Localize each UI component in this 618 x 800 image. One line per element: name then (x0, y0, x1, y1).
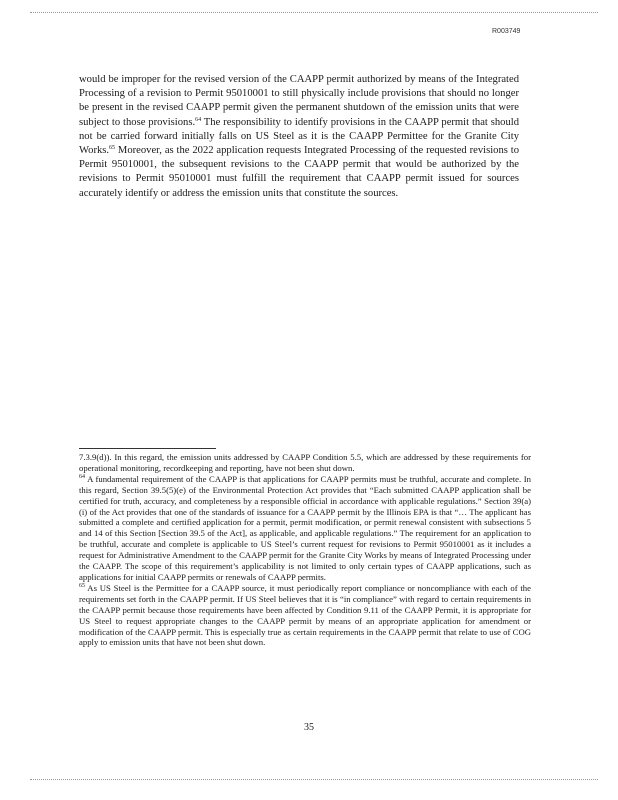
footnotes-section (79, 452, 531, 648)
footnote-65-number: 65 (79, 582, 85, 589)
footnote-separator (79, 448, 216, 449)
bates-number: R003749 (492, 28, 521, 35)
body-text-part-2: The responsibility to identify provisions in the CAAPP permit that should not be carried forward initially falls on US Steel as it is the CAAPP Permittee for the Granite City Works. (79, 116, 519, 157)
footnote-64-number: 64 (79, 473, 85, 480)
body-text-part-1: would be improper for the revised version of the CAAPP permit authorized by means of the Integrated Processing of a revision to Permit 95010001 to still physically include provisions that should no longer be present in the revised CAAPP permit given the permanent shutdown of the emission units that were subject to those provisions. (79, 74, 519, 128)
footnote-64-text: A fundamental requirement of the CAAPP is that applications for CAAPP permits must be truthful, accurate and complete. In this regard, Section 39.5(5)(e) of the Environmental Protection Act provides that “Each submitted CAAPP application shall be certified for truth, accuracy, and completeness by a responsible official in accordance with applicable regulations.” Section 39(a)(i) of the Act provides that one of the standards of issuance for a CAAPP permit by the Illinois EPA is that “… The applicant has submitted a complete and certified application for a permit, permit modification, or permit renewal consistent with subsections 5 and 14 of this Section [Section 39.5 of the Act], as applicable, and applicable regulations.” The requirement for an application to be truthful, accurate and complete is applicable to US Steel’s current request for revisions to Permit 95010001 as it includes a request for Administrative Amendment to the CAAPP permit for the Granite City Works by means of Integrated Processing under the CAAPP. The scope of this requirement’s applicability is not limited to only certain types of CAAPP applications, such as applications for initial CAAPP permits or renewals of CAAPP permits. (79, 473, 531, 582)
page-number: 35 (304, 722, 314, 733)
footnote-ref-64: 64 (195, 116, 202, 123)
footnote-ref-65: 65 (109, 145, 116, 152)
body-text-part-3: Moreover, as the 2022 application requests Integrated Processing of the requested revisions to Permit 95010001, the subsequent revisions to the CAAPP permit that would be authorized by the revisions to Permit 95010001 must fulfill the requirement that CAAPP permit issued for sources accurately identify or address the emission units that constitute the sources. (79, 145, 519, 199)
footnote-65 (79, 583, 531, 648)
footnote-65-text: As US Steel is the Permittee for a CAAPP source, it must periodically report compliance or noncompliance with each of the requirements set forth in the CAAPP permit. If US Steel believes that it is “in compliance” with regard to certain requirements in the CAAPP permit because those requirements have been affected by Condition 9.11 of the CAAPP Permit, it is appropriate for US Steel to request appropriate changes to the CAAPP permit by means of an appropriate application for amendment or modification of the CAAPP permit. This is especially true as certain requirements in the CAAPP permit that relate to use of COG apply to emission units that have not been shut down. (79, 582, 531, 648)
footnote-continuation: 7.3.9(d)). In this regard, the emission units addressed by CAAPP Condition 5.5, which are addressed by these requirements for operational monitoring, recordkeeping and reporting, have not been shut down. (79, 452, 531, 473)
body-paragraph (79, 73, 519, 201)
footnote-64 (79, 474, 531, 583)
scan-edge-bottom (30, 779, 598, 782)
scan-edge-top (30, 12, 598, 15)
